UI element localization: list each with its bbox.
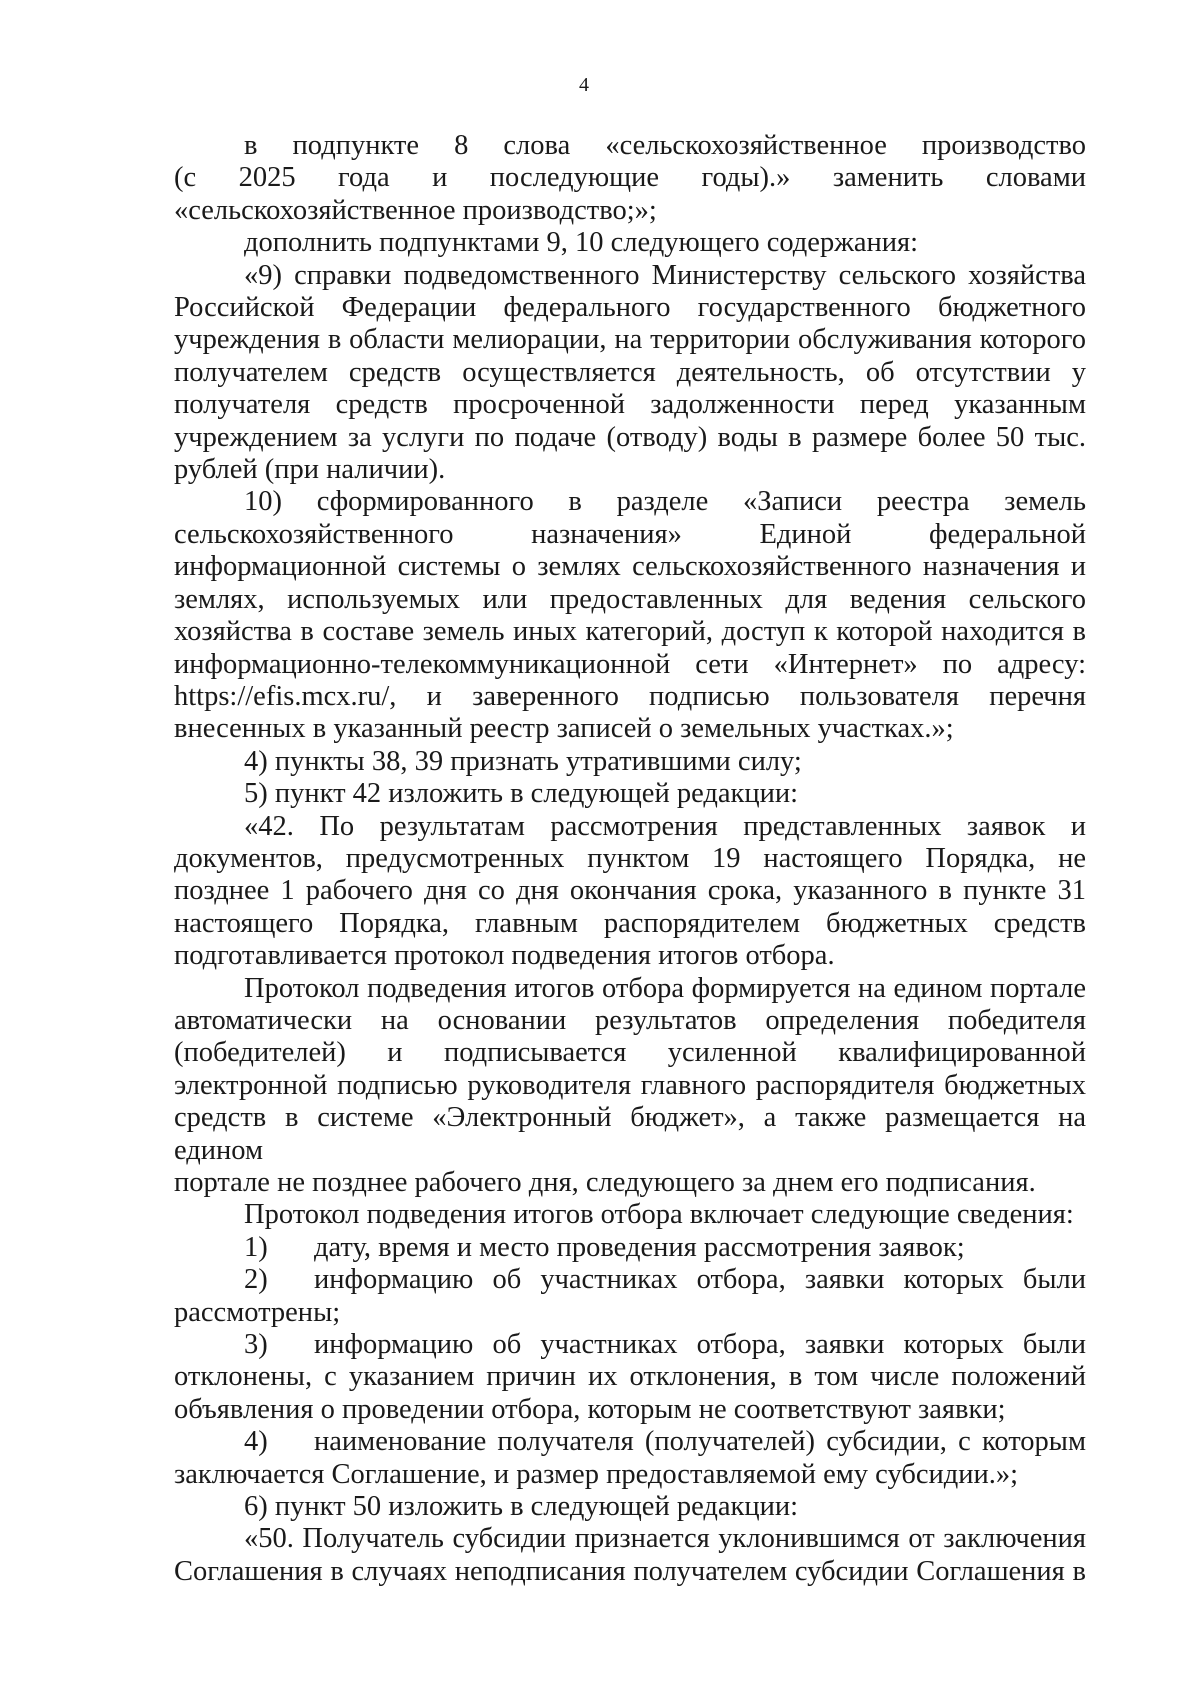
text-line: дополнить подпунктами 9, 10 следующего содержания: <box>244 227 919 259</box>
text-line: «9) справки подведомственного Министерству сельского хозяйства <box>244 259 1086 291</box>
line-text: информацию об участниках отбора, заявки которых были <box>314 1264 1086 1296</box>
text-line: рассмотрены; <box>174 1296 341 1328</box>
text-line: «50. Получатель субсидии признается уклонившимся от заключения <box>244 1523 1086 1555</box>
text-line: 10) сформированного в разделе «Записи реестра земель <box>244 486 1086 518</box>
list-number: 3) <box>244 1329 268 1361</box>
text-line: сельскохозяйственного назначения» Единой федеральной <box>174 518 1086 550</box>
text-line: настоящего Порядка, главным распорядителем бюджетных средств <box>174 907 1086 939</box>
list-number: 1) <box>244 1231 268 1263</box>
line-text: наименование получателя (получателей) субсидии, с которым <box>314 1426 1086 1458</box>
text-line: средств в системе «Электронный бюджет», а также размещается на едином <box>174 1102 1086 1166</box>
text-line: портале не позднее рабочего дня, следующего за днем его подписания. <box>174 1167 1036 1198</box>
text-line: документов, предусмотренных пунктом 19 настоящего Порядка, не <box>174 842 1086 874</box>
text-line <box>174 1232 1086 1264</box>
text-line: учреждения в области мелиорации, на территории обслуживания которого <box>174 324 1086 356</box>
text-line: 4) пункты 38, 39 признать утратившими силу; <box>244 745 802 777</box>
text-line: электронной подписью руководителя главного распорядителя бюджетных <box>174 1069 1086 1101</box>
text-line: в подпункте 8 слова «сельскохозяйственное производство <box>244 130 1086 161</box>
text-line: информационной системы о землях сельскохозяйственного назначения и <box>174 551 1086 583</box>
page-number: 4 <box>579 74 589 96</box>
text-line: 5) пункт 42 изложить в следующей редакции: <box>244 778 799 810</box>
text-line: рублей (при наличии). <box>174 454 446 486</box>
text-line: «42. По результатам рассмотрения представленных заявок и <box>244 810 1086 842</box>
text-line: Протокол подведения итогов отбора формируется на едином портале <box>244 972 1086 1004</box>
text-line: информационно-телекоммуникационной сети «Интернет» по адресу: <box>174 648 1086 680</box>
text-line: «сельскохозяйственное производство;»; <box>174 194 657 226</box>
text-line: Российской Федерации федерального государственного бюджетного <box>174 292 1086 324</box>
text-line: получателя средств просроченной задолженности перед указанным <box>174 389 1086 421</box>
line-text: информацию об участниках отбора, заявки которых были <box>314 1329 1086 1361</box>
text-line <box>174 1264 1086 1296</box>
text-line: Соглашения в случаях неподписания получателем субсидии Соглашения в <box>174 1555 1086 1587</box>
text-line: отклонены, с указанием причин их отклонения, в том числе положений <box>174 1361 1086 1393</box>
text-line: объявления о проведении отбора, которым не соответствуют заявки; <box>174 1393 1006 1425</box>
text-line: получателем средств осуществляется деятельность, об отсутствии у <box>174 356 1086 388</box>
text-line: автоматически на основании результатов определения победителя <box>174 1004 1086 1036</box>
text-line: подготавливается протокол подведения итогов отбора. <box>174 940 835 972</box>
text-line: (победителей) и подписывается усиленной квалифицированной <box>174 1037 1086 1069</box>
text-line: Протокол подведения итогов отбора включает следующие сведения: <box>244 1199 1074 1231</box>
text-line: заключается Соглашение, и размер предоставляемой ему субсидии.»; <box>174 1458 1019 1490</box>
list-number: 2) <box>244 1264 268 1296</box>
text-line: https://efis.mcx.ru/, и заверенного подписью пользователя перечня <box>174 680 1086 712</box>
text-line: (с 2025 года и последующие годы).» заменить словами <box>174 162 1086 194</box>
text-line: внесенных в указанный реестр записей о земельных участках.»; <box>174 713 954 745</box>
text-line: учреждением за услуги по подаче (отводу) воды в размере более 50 тыс. <box>174 421 1086 453</box>
text-line: хозяйства в составе земель иных категорий, доступ к которой находится в <box>174 616 1086 648</box>
document-body <box>174 130 1086 1588</box>
text-line <box>174 1329 1086 1361</box>
text-line: 6) пункт 50 изложить в следующей редакции: <box>244 1491 799 1523</box>
text-line: землях, используемых или предоставленных для ведения сельского <box>174 583 1086 615</box>
text-line: позднее 1 рабочего дня со дня окончания срока, указанного в пункте 31 <box>174 875 1086 907</box>
text-line <box>174 1426 1086 1458</box>
line-text: дату, время и место проведения рассмотрения заявок; <box>314 1231 965 1263</box>
list-number: 4) <box>244 1426 268 1458</box>
